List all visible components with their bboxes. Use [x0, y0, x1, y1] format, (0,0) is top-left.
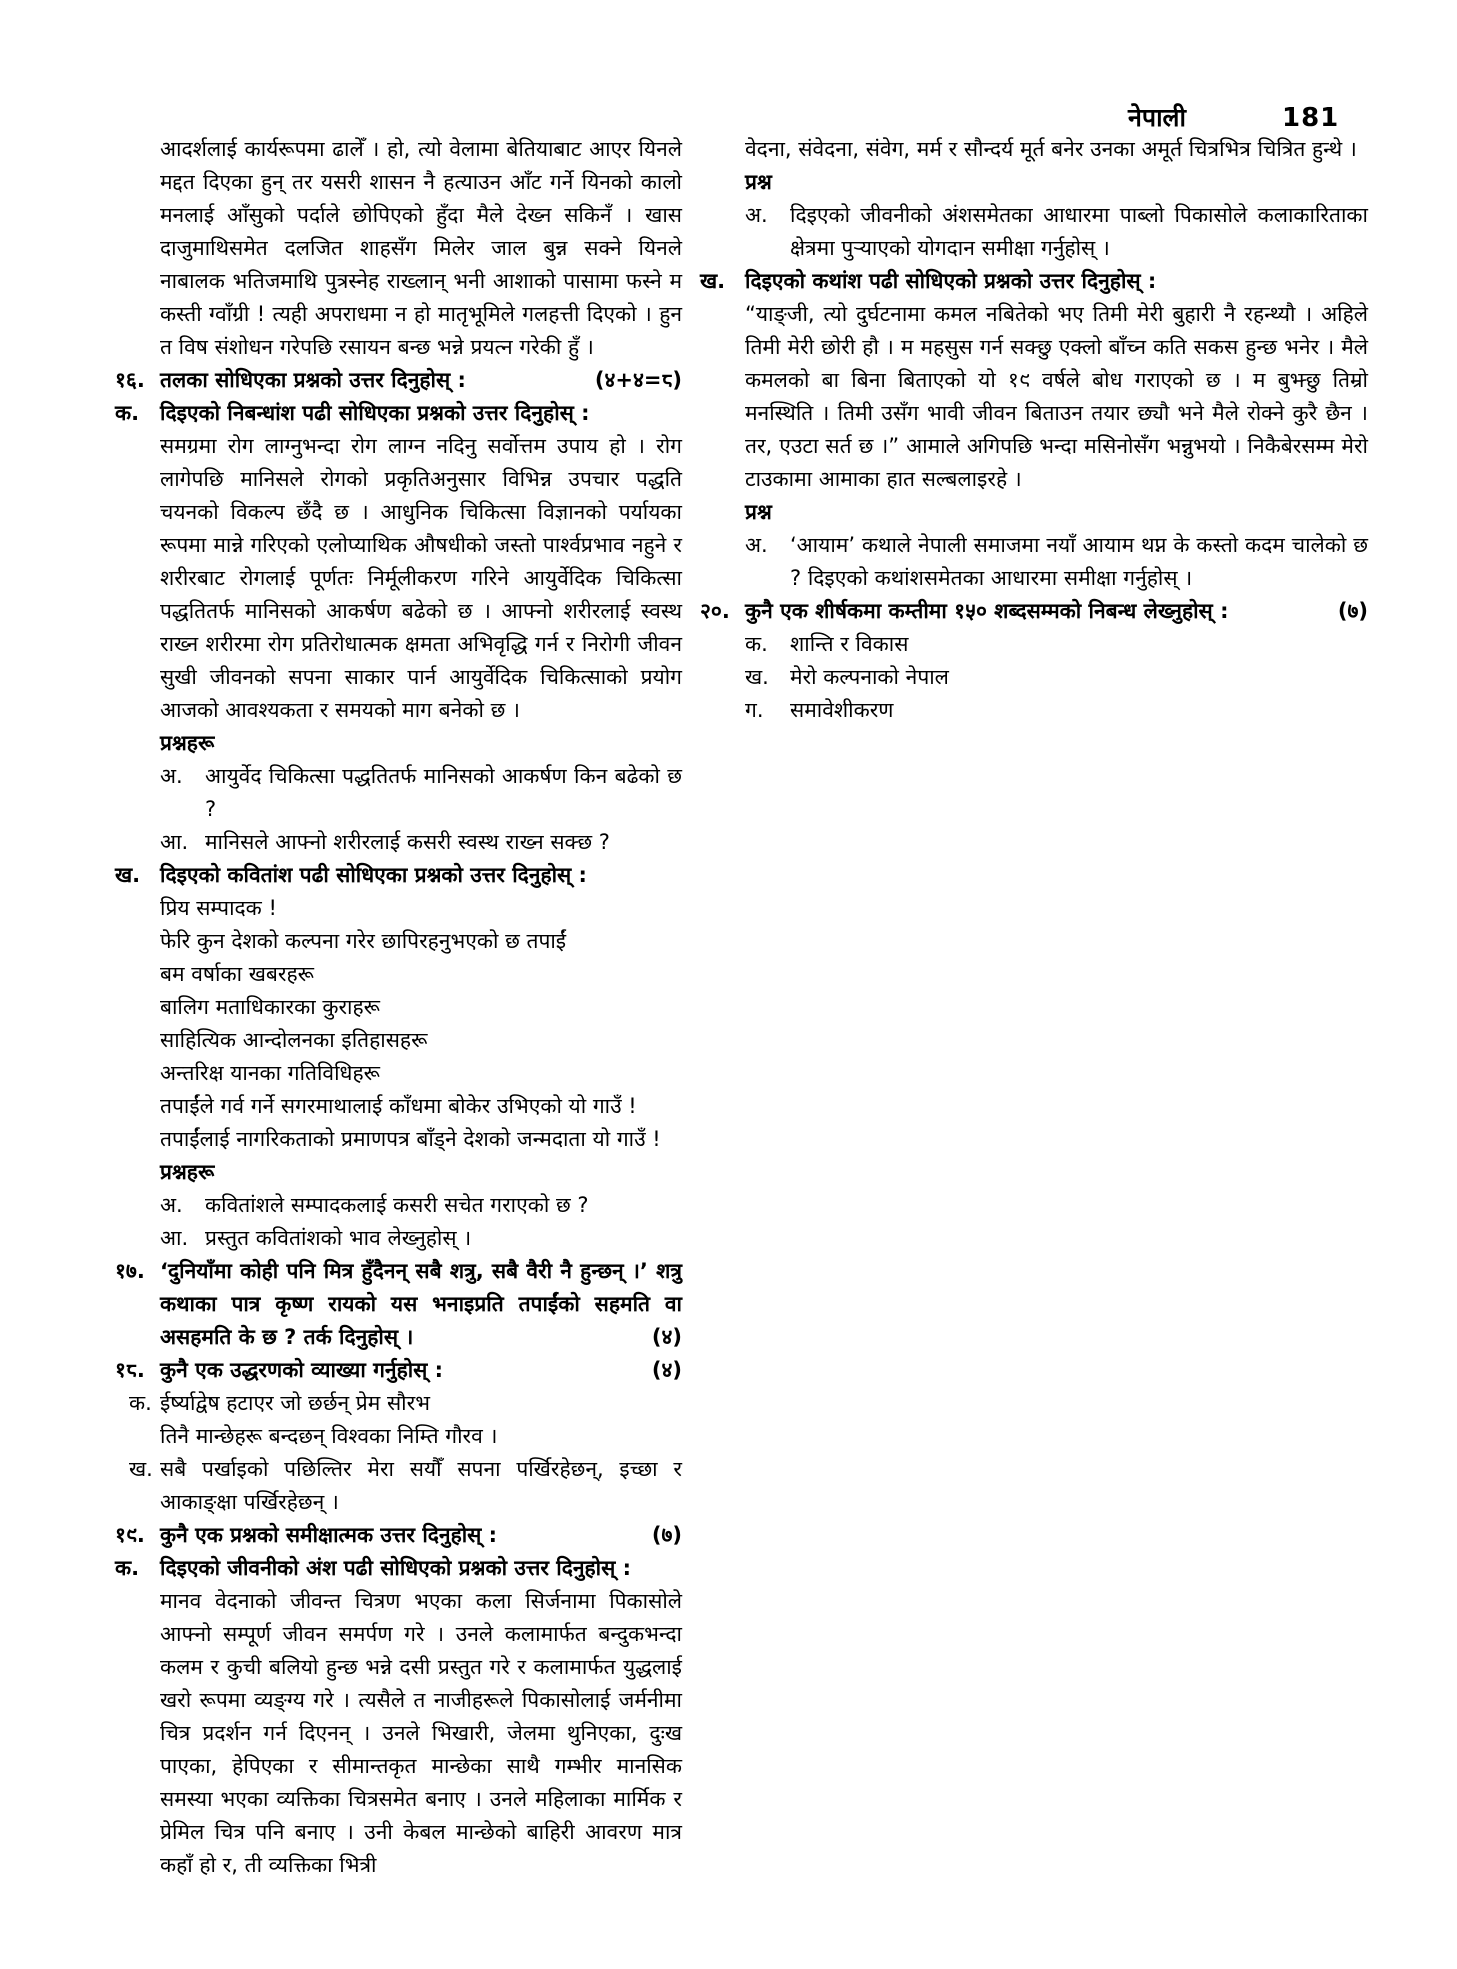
- block-text: सबै पर्खाइको पछिल्तिर मेरा सयौँ सपना पर्खिरहेछन्, इच्छा र आकाङ्क्षा पर्खिरहेछन् ।: [160, 1457, 682, 1514]
- question-label: प्रश्न: [745, 170, 772, 194]
- question-20-heading: [700, 595, 1368, 628]
- right-column: [700, 133, 1368, 727]
- block-text: दिइएको जीवनीको अंशसमेतका आधारमा पाब्लो पिकासोले कलाकारिताका क्षेत्रमा पुऱ्याएको योगदान समीक्षा गर्नुहोस् ।: [790, 203, 1368, 260]
- question-20-topic-kha: [745, 661, 1368, 694]
- list-label: ख.: [700, 269, 726, 293]
- questions-label: प्रश्नहरू: [160, 1160, 215, 1184]
- block-text: दिइएको कवितांश पढी सोधिएका प्रश्नको उत्तर दिनुहोस् :: [160, 863, 587, 887]
- list-label: ख.: [129, 1457, 153, 1481]
- block-text: दिइएको निबन्धांश पढी सोधिएका प्रश्नको उत्तर दिनुहोस् :: [160, 401, 590, 425]
- list-label: अ.: [745, 533, 768, 557]
- question-19-ka-sub-a: [745, 199, 1368, 265]
- page-title: नेपाली: [1128, 103, 1186, 132]
- list-label: ख.: [115, 863, 141, 887]
- block-text: [160, 1387, 682, 1453]
- list-label: १६.: [115, 368, 145, 392]
- question-16-kha-heading: [115, 859, 682, 892]
- list-label: क.: [115, 1556, 140, 1580]
- list-label: आ.: [160, 1226, 189, 1250]
- block-text: समावेशीकरण: [790, 698, 894, 722]
- block-text: मेरो कल्पनाको नेपाल: [790, 665, 949, 689]
- questions-label: प्रश्नहरू: [160, 731, 215, 755]
- list-label: १७.: [115, 1259, 145, 1283]
- biography-excerpt-continuation: वेदना, संवेदना, संवेग, मर्म र सौन्दर्य मूर्त बनेर उनका अमूर्त चित्रभित्र चित्रित हुन्थे ।: [745, 137, 1357, 161]
- verse-line: तिनै मान्छेहरू बन्दछन् विश्वका निम्ति गौरव ।: [160, 1424, 498, 1448]
- marks-value: (४): [651, 1325, 682, 1349]
- block-text: आयुर्वेद चिकित्सा पद्धतितर्फ मानिसको आकर्षण किन बढेको छ ?: [205, 764, 682, 821]
- block-text: कुनै एक शीर्षकमा कम्तीमा १५० शब्दसम्मको निबन्ध लेख्नुहोस् :: [745, 599, 1229, 623]
- verse-line: बालिग मताधिकारका कुराहरू: [160, 995, 380, 1019]
- question-19-heading: [115, 1519, 682, 1552]
- question-16-ka-heading: [115, 397, 682, 430]
- verse-line: ईर्ष्याद्वेष हटाएर जो छर्छन् प्रेम सौरभ: [160, 1391, 430, 1415]
- block-text: कुनै एक उद्धरणको व्याख्या गर्नुहोस् :: [160, 1358, 444, 1382]
- verse-line: प्रिय सम्पादक !: [160, 896, 277, 920]
- list-label: ग.: [745, 698, 764, 722]
- verse-line: बम वर्षाका खबरहरू: [160, 962, 314, 986]
- question-16-kha-sub-aa: [160, 1222, 682, 1255]
- block-text: मानिसले आफ्नो शरीरलाई कसरी स्वस्थ राख्न सक्छ ?: [205, 830, 610, 854]
- question-16-ka-sub-aa: [160, 826, 682, 859]
- block-text: तलका सोधिएका प्रश्नको उत्तर दिनुहोस् :: [160, 368, 466, 392]
- question-17: [115, 1255, 682, 1354]
- verse-line: फेरि कुन देशको कल्पना गरेर छापिरहनुभएको छ तपाईं: [160, 929, 567, 953]
- essay-excerpt-paragraph: समग्रमा रोग लाग्नुभन्दा रोग लाग्न नदिनु सर्वोत्तम उपाय हो । रोग लागेपछि मानिसले रोगको प्रकृतिअनुसार विभिन्न उपचार पद्धति चयनको विकल्प छँदै छ । आधुनिक चिकित्सा विज्ञानको पर्यायका रूपमा मान्ने गरिएको एलोप्याथिक औषधीको जस्तो पार्श्वप्रभाव नहुने र शरीरबाट रोगलाई पूर्णतः निर्मूलीकरण गरिने आयुर्वेदिक चिकित्सा पद्धतितर्फ मानिसको आकर्षण बढेको छ । आफ्नो शरीरलाई स्वस्थ राख्न शरीरमा रोग प्रतिरोधात्मक क्षमता अभिवृद्धि गर्न र निरोगी जीवन सुखी जीवनको सपना साकार पार्न आयुर्वेदिक चिकित्साको प्रयोग आजको आवश्यकता र समयको माग बनेको छ ।: [160, 434, 682, 722]
- block-text: ‘दुनियाँमा कोही पनि मित्र हुँदैनन् सबै शत्रु, सबै वैरी नै हुन्छन् ।’ शत्रु कथाका पात्र कृष्ण रायको यस भनाइप्रति तपाईंको सहमति वा असहमति के छ ? तर्क दिनुहोस् ।: [160, 1259, 682, 1349]
- verse-line: साहित्यिक आन्दोलनका इतिहासहरू: [160, 1028, 428, 1052]
- question-19-ka-heading: [115, 1552, 682, 1585]
- marks-value: (७): [1337, 599, 1368, 623]
- marks-value: (४): [651, 1358, 682, 1382]
- list-label: क.: [115, 401, 140, 425]
- continued-passage-paragraph: आदर्शलाई कार्यरूपमा ढालेँ । हो, त्यो वेलामा बेतियाबाट आएर यिनले मद्दत दिएका हुन् तर यसरी शासन नै हत्याउन आँट गर्ने यिनको कालो मनलाई आँसुको पर्दाले छोपिएको हुँदा मैले देख्न सकिनँ । खास दाजुमाथिसमेत दलजित शाहसँग मिलेर जाल बुन्न सक्ने यिनले नाबालक भतिजमाथि पुत्रस्नेह राख्लान् भनी आशाको पासामा फस्ने म कस्ती ग्वाँग्री ! त्यही अपराधमा न हो मातृभूमिले गलहत्ती दिएको । हुन त विष संशोधन गरेपछि रसायन बन्छ भन्ने प्रयत्न गरेकी हुँ ।: [160, 137, 682, 359]
- list-label: क.: [745, 632, 768, 656]
- block-text: शान्ति र विकास: [790, 632, 909, 656]
- block-text: कुनै एक प्रश्नको समीक्षात्मक उत्तर दिनुहोस् :: [160, 1523, 498, 1547]
- block-text: दिइएको जीवनीको अंश पढी सोधिएको प्रश्नको उत्तर दिनुहोस् :: [160, 1556, 632, 1580]
- left-column: [115, 133, 682, 1882]
- list-label: १८.: [115, 1358, 145, 1382]
- list-label: १९.: [115, 1523, 145, 1547]
- verse-line: तपाईंलाई नागरिकताको प्रमाणपत्र बाँड्ने देशको जन्मदाता यो गाउँ !: [160, 1127, 661, 1151]
- page-number: 181: [1282, 103, 1340, 133]
- question-16-heading: [115, 364, 682, 397]
- question-18-option-kha: [115, 1453, 682, 1519]
- question-16-ka-sub-a: [160, 760, 682, 826]
- question-18-option-ka: [115, 1387, 682, 1453]
- block-text: प्रस्तुत कवितांशको भाव लेख्नुहोस् ।: [205, 1226, 472, 1250]
- block-text: कवितांशले सम्पादकलाई कसरी सचेत गराएको छ ?: [205, 1193, 589, 1217]
- block-text: ‘आयाम’ कथाले नेपाली समाजमा नयाँ आयाम थप्न के कस्तो कदम चालेको छ ? दिइएको कथांशसमेतका आधारमा समीक्षा गर्नुहोस् ।: [790, 533, 1368, 590]
- question-20-topic-ga: [745, 694, 1368, 727]
- marks-value: (७): [651, 1523, 682, 1547]
- list-label: अ.: [160, 1193, 183, 1217]
- list-label: आ.: [160, 830, 189, 854]
- poem-excerpt: [160, 892, 682, 1156]
- question-18-heading: [115, 1354, 682, 1387]
- story-excerpt-paragraph: “याङ्जी, त्यो दुर्घटनामा कमल नबितेको भए तिमी मेरी बुहारी नै रहन्थ्यौ । अहिले तिमी मेरी छोरी हौ । म महसुस गर्न सक्छु एक्लो बाँच्न कति सकस हुन्छ भनेर । मैले कमलको बा बिना बिताएको यो १९ वर्षले बोध गराएको छ । म बुझ्छु तिम्रो मनस्थिति । तिमी उसँग भावी जीवन बिताउन तयार छ्यौ भने मैले रोक्ने कुरै छैन । तर, एउटा सर्त छ ।” आमाले अगिपछि भन्दा मसिनोसँग भन्नुभयो । निकैबेरसम्म मेरो टाउकामा आमाका हात सल्बलाइरहे ।: [745, 302, 1368, 491]
- question-19-kha-heading: [700, 265, 1368, 298]
- question-label: प्रश्न: [745, 500, 772, 524]
- biography-excerpt-paragraph: मानव वेदनाको जीवन्त चित्रण भएका कला सिर्जनामा पिकासोले आफ्नो सम्पूर्ण जीवन समर्पण गरे । उनले कलामार्फत बन्दुकभन्दा कलम र कुची बलियो हुन्छ भन्ने दसी प्रस्तुत गरे र कलामार्फत युद्धलाई खरो रूपमा व्यङ्ग्य गरे । त्यसैले त नाजीहरूले पिकासोलाई जर्मनीमा चित्र प्रदर्शन गर्न दिएनन् । उनले भिखारी, जेलमा थुनिएका, दुःख पाएका, हेपिएका र सीमान्तकृत मान्छेका साथै गम्भीर मानसिक समस्या भएका व्यक्तिका चित्रसमेत बनाए । उनले महिलाका मार्मिक र प्रेमिल चित्र पनि बनाए । उनी केबल मान्छेको बाहिरी आवरण मात्र कहाँ हो र, ती व्यक्तिका भित्री: [160, 1589, 682, 1877]
- question-20-topic-ka: [745, 628, 1368, 661]
- block-text: दिइएको कथांश पढी सोधिएको प्रश्नको उत्तर दिनुहोस् :: [745, 269, 1157, 293]
- list-label: अ.: [745, 203, 768, 227]
- question-19-kha-sub-a: [745, 529, 1368, 595]
- question-16-kha-sub-a: [160, 1189, 682, 1222]
- marks-value: (४+४=८): [594, 368, 682, 392]
- list-label: अ.: [160, 764, 183, 788]
- verse-line: तपाईंले गर्व गर्ने सगरमाथालाई काँधमा बोकेर उभिएको यो गाउँ !: [160, 1094, 637, 1118]
- list-label: २०.: [700, 599, 730, 623]
- list-label: ख.: [745, 665, 769, 689]
- list-label: क.: [129, 1391, 152, 1415]
- verse-line: अन्तरिक्ष यानका गतिविधिहरू: [160, 1061, 380, 1085]
